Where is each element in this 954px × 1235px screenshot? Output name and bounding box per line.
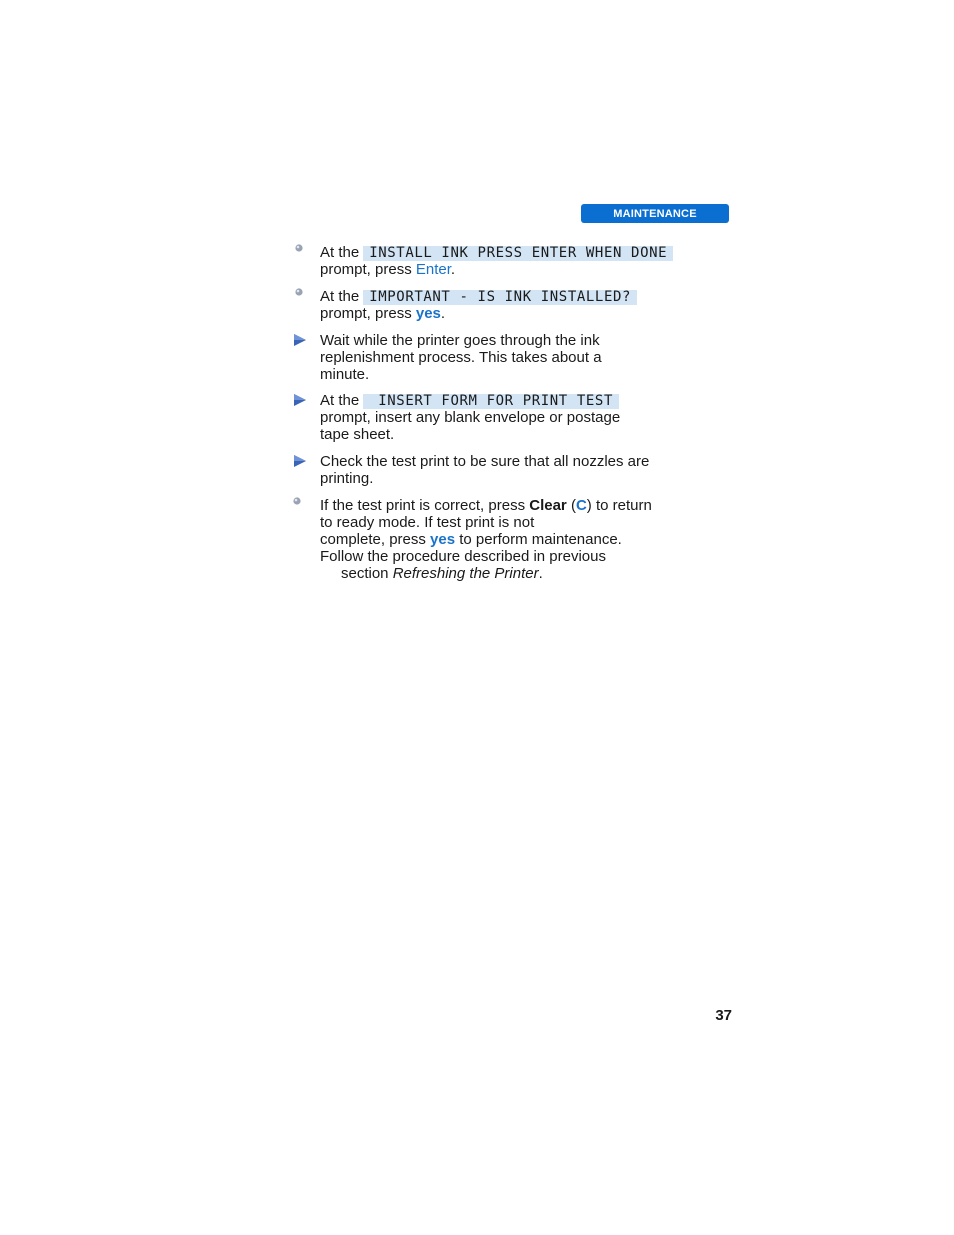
step-1-line-2 — [320, 261, 680, 278]
lcd-prompt-insert-form: INSERT FORM FOR PRINT TEST — [363, 394, 619, 409]
step-1-lead: At the — [320, 244, 360, 261]
step-6-line-4: Follow the procedure described in previous — [320, 548, 606, 565]
paren-close: ) to return — [586, 497, 652, 514]
step-6-line-1 — [320, 497, 680, 514]
step-2-lead: At the — [320, 288, 360, 305]
step-6-line-3 — [320, 531, 680, 548]
step-6-line-3-text: complete, press — [320, 531, 431, 548]
round-bullet-icon — [293, 243, 309, 259]
step-6-text: If the test print is correct, press — [320, 497, 530, 514]
step-6-period: . — [538, 565, 543, 582]
step-6-line-2: to ready mode. If test print is not — [320, 514, 535, 531]
page-number: 37 — [715, 1007, 732, 1024]
step-2-line-2 — [320, 305, 680, 322]
step-1-line-1 — [320, 244, 680, 261]
step-4-line-1 — [320, 392, 680, 409]
step-6-line-3-tail: to perform maintenance. — [455, 531, 622, 548]
key-yes: yes — [430, 531, 456, 548]
round-bullet-icon — [291, 496, 307, 512]
step-6 — [320, 497, 680, 582]
triangle-arrow-icon — [292, 453, 308, 469]
step-5-line-2: printing. — [320, 470, 374, 487]
step-4-line-3: tape sheet. — [320, 426, 395, 443]
step-3 — [320, 332, 680, 383]
lcd-prompt-important: IMPORTANT - IS INK INSTALLED? — [363, 290, 637, 305]
step-2 — [320, 288, 680, 322]
paren-open: ( — [566, 497, 576, 514]
step-4 — [320, 392, 680, 443]
lcd-prompt-install-ink: INSTALL INK PRESS ENTER WHEN DONE — [363, 246, 673, 261]
step-5 — [320, 453, 680, 487]
step-4-lead: At the — [320, 392, 360, 409]
section-tab-maintenance: MAINTENANCE — [581, 204, 729, 223]
triangle-arrow-icon — [292, 392, 308, 408]
step-6-line-5-text: section — [341, 565, 393, 582]
key-c: C — [575, 497, 587, 514]
section-reference: Refreshing the Printer — [392, 565, 539, 582]
step-6-line-5 — [320, 565, 680, 582]
key-clear: Clear — [529, 497, 567, 514]
triangle-arrow-icon — [292, 332, 308, 348]
step-1-period: . — [450, 261, 456, 278]
step-2-period: . — [440, 305, 446, 322]
key-yes: yes — [415, 305, 441, 322]
step-3-line-3: minute. — [320, 366, 370, 383]
round-bullet-icon — [293, 287, 309, 303]
key-enter: Enter — [415, 261, 451, 278]
step-4-line-2: prompt, insert any blank envelope or postage — [320, 409, 621, 426]
step-5-line-1: Check the test print to be sure that all nozzles are — [320, 453, 650, 470]
step-2-line-1 — [320, 288, 680, 305]
step-1-tail: prompt, press — [320, 261, 416, 278]
step-1 — [320, 244, 680, 278]
step-3-line-2: replenishment process. This takes about a — [320, 349, 602, 366]
step-3-line-1: Wait while the printer goes through the ink — [320, 332, 600, 349]
step-2-tail: prompt, press — [320, 305, 416, 322]
